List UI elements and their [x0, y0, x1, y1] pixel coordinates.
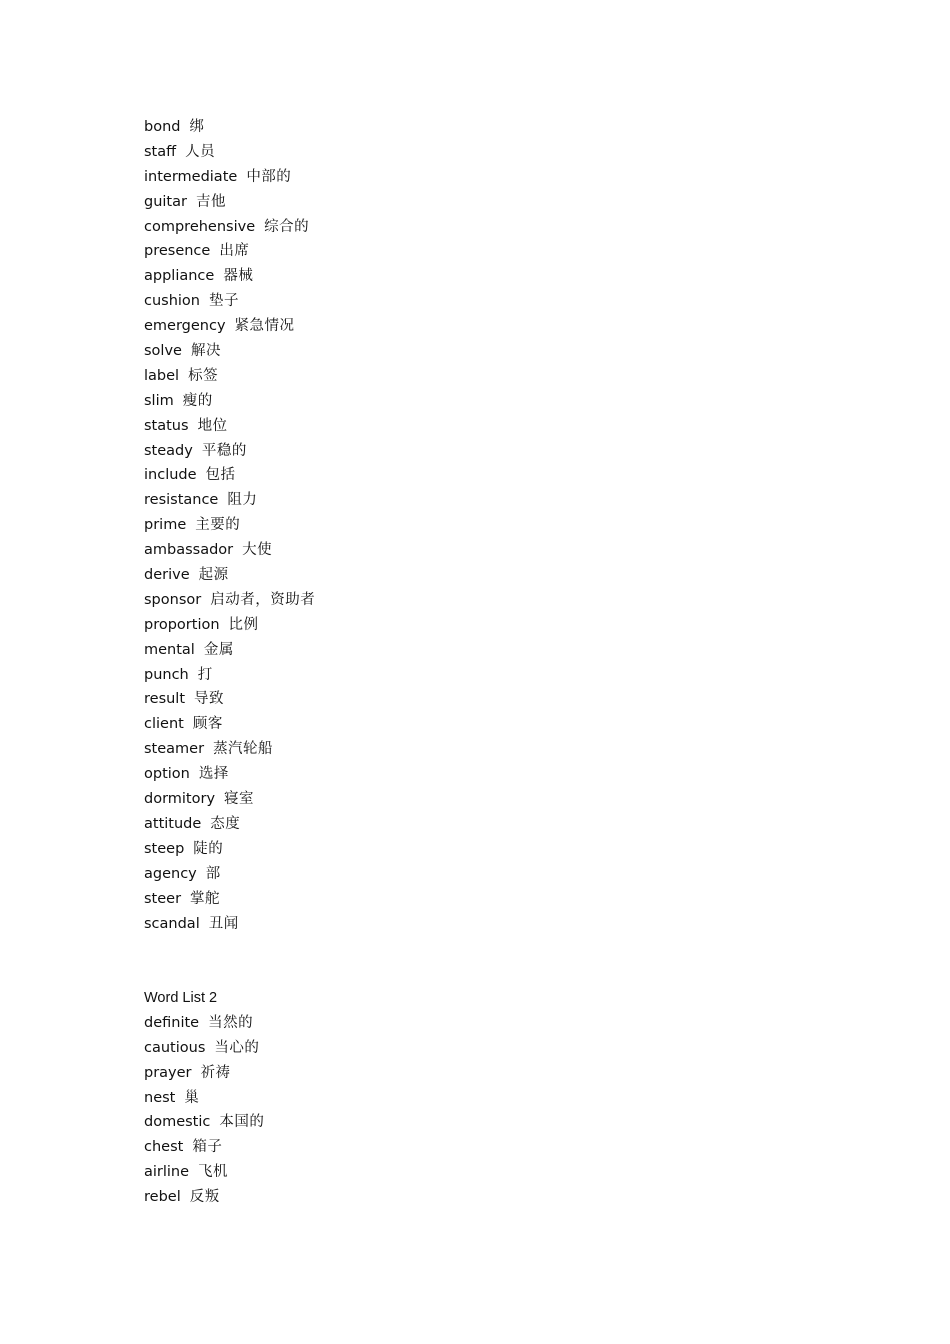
entry-meaning: 瘦的 — [182, 392, 213, 409]
word-entry — [144, 115, 315, 140]
entry-meaning: 金属 — [203, 641, 234, 658]
entry-meaning: 出席 — [219, 243, 250, 260]
entry-word: label — [144, 367, 180, 384]
word-entry — [144, 488, 315, 513]
word-entry — [144, 215, 315, 240]
entry-word: attitude — [144, 815, 202, 832]
entry-word: airline — [144, 1164, 190, 1181]
word-entry — [144, 1011, 264, 1036]
entry-meaning: 平稳的 — [201, 442, 247, 459]
entry-meaning: 箱子 — [192, 1139, 223, 1156]
entry-meaning: 陡的 — [193, 840, 224, 857]
word-entry — [144, 289, 315, 314]
entry-meaning: 绑 — [189, 119, 205, 135]
word-entry — [144, 1135, 264, 1160]
entry-meaning: 综合的 — [264, 218, 310, 235]
word-entry — [144, 787, 315, 812]
word-entry — [144, 389, 315, 414]
entry-word: emergency — [144, 318, 226, 335]
entry-meaning: 地位 — [197, 417, 228, 434]
word-entry — [144, 762, 315, 787]
entry-word: intermediate — [144, 168, 238, 185]
entry-word: mental — [144, 641, 195, 658]
entry-meaning: 蒸汽轮船 — [213, 741, 274, 758]
entry-word: steady — [144, 442, 193, 459]
entry-meaning: 标签 — [188, 367, 219, 384]
entry-word: solve — [144, 343, 182, 360]
word-entry — [144, 1061, 264, 1086]
entry-meaning: 巢 — [184, 1089, 200, 1106]
entry-meaning: 人员 — [185, 143, 216, 160]
word-entry — [144, 190, 315, 215]
entry-word: chest — [144, 1139, 184, 1156]
word-entry — [144, 563, 315, 588]
entry-word: proportion — [144, 616, 220, 633]
word-entry — [144, 1185, 264, 1210]
word-entry — [144, 1160, 264, 1185]
entry-meaning: 解决 — [190, 343, 221, 360]
entry-meaning: 本国的 — [219, 1114, 265, 1131]
entry-word: domestic — [144, 1114, 211, 1131]
word-list-1 — [144, 115, 315, 936]
entry-word: appliance — [144, 268, 215, 285]
entry-word: result — [144, 691, 186, 708]
word-entry — [144, 1086, 264, 1111]
entry-meaning: 打 — [197, 666, 213, 683]
entry-meaning: 起源 — [198, 567, 229, 584]
entry-word: presence — [144, 243, 211, 260]
entry-meaning: 寝室 — [224, 791, 255, 808]
entry-word: derive — [144, 567, 190, 584]
entry-meaning: 飞机 — [198, 1164, 229, 1181]
entry-meaning: 阻力 — [227, 492, 258, 509]
entry-word: guitar — [144, 193, 187, 210]
entry-meaning: 主要的 — [195, 517, 241, 534]
entry-meaning: 当然的 — [208, 1014, 254, 1031]
word-entry — [144, 712, 315, 737]
entry-meaning: 垫子 — [209, 293, 239, 310]
entry-word: prime — [144, 517, 187, 534]
word-entry — [144, 513, 315, 538]
entry-meaning: 丑闻 — [208, 915, 239, 932]
entry-meaning: 包括 — [205, 467, 236, 484]
entry-word: cushion — [144, 293, 200, 310]
word-entry — [144, 588, 315, 613]
word-entry — [144, 538, 315, 563]
entry-meaning: 中部的 — [246, 168, 292, 185]
word-list-2-heading: Word List 2 — [144, 990, 218, 1006]
word-entry — [144, 339, 315, 364]
entry-word: status — [144, 417, 189, 434]
word-entry — [144, 439, 315, 464]
entry-meaning: 大使 — [242, 542, 273, 559]
entry-word: bond — [144, 119, 181, 135]
entry-meaning: 反叛 — [189, 1189, 220, 1206]
entry-meaning: 紧急情况 — [234, 318, 295, 335]
entry-word: resistance — [144, 492, 219, 509]
word-entry — [144, 239, 315, 264]
word-entry — [144, 463, 315, 488]
word-entry — [144, 414, 315, 439]
word-entry — [144, 314, 315, 339]
entry-meaning: 启动者，资助者 — [210, 591, 316, 608]
entry-word: dormitory — [144, 791, 216, 808]
word-entry — [144, 1110, 264, 1135]
word-entry — [144, 912, 315, 937]
entry-word: slim — [144, 392, 174, 409]
entry-meaning: 态度 — [210, 815, 241, 832]
entry-word: nest — [144, 1089, 176, 1106]
entry-word: staff — [144, 143, 177, 160]
entry-word: client — [144, 716, 184, 733]
entry-meaning: 吉他 — [195, 193, 226, 210]
entry-meaning: 祈祷 — [200, 1064, 231, 1081]
word-entry — [144, 264, 315, 289]
word-entry — [144, 837, 315, 862]
entry-word: steamer — [144, 741, 205, 758]
entry-word: scandal — [144, 915, 200, 932]
word-entry — [144, 140, 315, 165]
word-entry — [144, 887, 315, 912]
entry-word: rebel — [144, 1189, 181, 1206]
entry-word: definite — [144, 1014, 200, 1031]
word-entry — [144, 663, 315, 688]
entry-word: agency — [144, 865, 197, 882]
entry-meaning: 比例 — [228, 616, 259, 633]
word-entry — [144, 687, 315, 712]
word-list-2 — [144, 986, 264, 1210]
entry-word: steep — [144, 840, 185, 857]
word-entry — [144, 165, 315, 190]
word-entry — [144, 1036, 264, 1061]
entry-meaning: 部 — [205, 865, 221, 882]
entry-meaning: 顾客 — [192, 716, 223, 733]
entry-word: comprehensive — [144, 218, 256, 235]
entry-word: option — [144, 766, 190, 783]
word-entry — [144, 862, 315, 887]
entry-word: include — [144, 467, 197, 484]
entry-meaning: 掌舵 — [190, 890, 221, 907]
entry-word: punch — [144, 666, 189, 683]
entry-word: cautious — [144, 1039, 206, 1056]
entry-word: steer — [144, 890, 182, 907]
word-entry — [144, 364, 315, 389]
word-entry — [144, 812, 315, 837]
entry-word: prayer — [144, 1064, 192, 1081]
word-entry — [144, 638, 315, 663]
entry-meaning: 器械 — [223, 268, 254, 285]
entry-meaning: 选择 — [198, 766, 229, 783]
entry-word: sponsor — [144, 591, 202, 608]
entry-meaning: 导致 — [194, 691, 225, 708]
entry-word: ambassador — [144, 542, 234, 559]
word-entry — [144, 613, 315, 638]
word-entry — [144, 737, 315, 762]
entry-meaning: 当心的 — [214, 1039, 260, 1056]
